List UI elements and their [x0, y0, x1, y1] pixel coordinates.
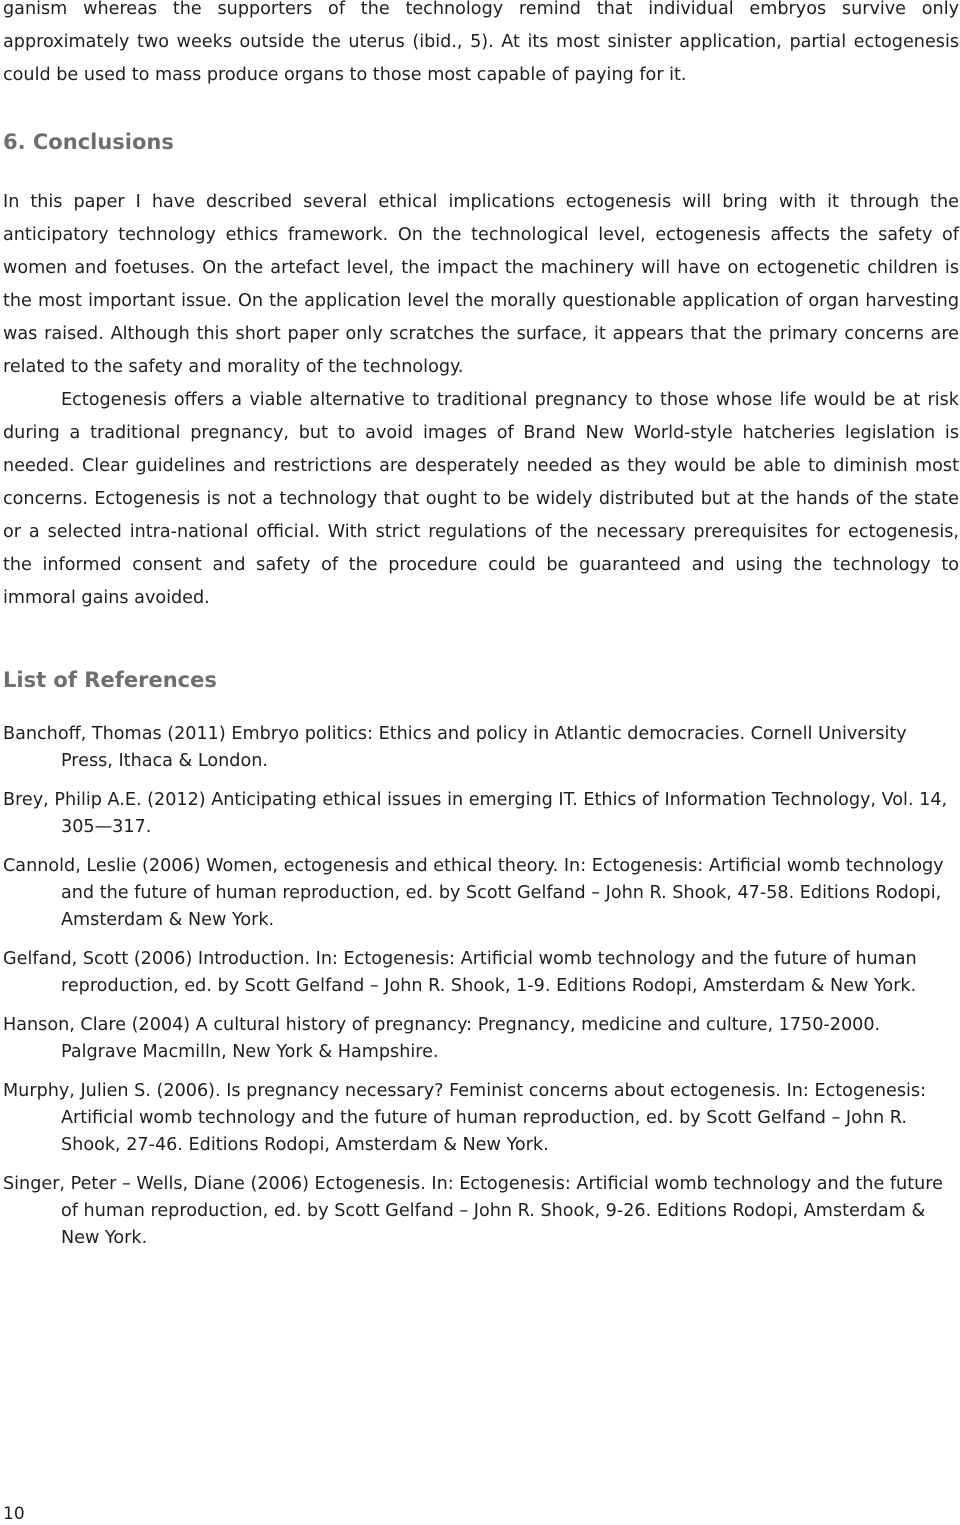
- reference-item: Cannold, Leslie (2006) Women, ectogenesis and ethical theory. In: Ectogenesis: Artificial womb technology and the future of human reproduction, ed. by Scott Gelfand – John R. Shook, 47-58. Editions Rodopi, Amsterdam & New York.: [3, 856, 944, 930]
- reference-item: Brey, Philip A.E. (2012) Anticipating ethical issues in emerging IT. Ethics of Information Technology, Vol. 14, 305—317.: [3, 790, 948, 837]
- reference-item: Murphy, Julien S. (2006). Is pregnancy necessary? Feminist concerns about ectogenesis. In: Ectogenesis: Artificial womb technology and the future of human reproduction, ed. by Scott Gelfand – John R. Shook, 27-46. Editions Rodopi, Amsterdam & New York.: [3, 1081, 927, 1155]
- conclusions-heading: 6. Conclusions: [3, 130, 174, 154]
- document-page: [3, 0, 959, 1264]
- intro-paragraph: ganism whereas the supporters of the technology remind that individual embryos survive only approximately two weeks outside the uterus (ibid., 5). At its most sinister application, partial ectogenesis could be used to mass produce organs to those most capable of paying for it.: [3, 0, 959, 85]
- reference-item: Singer, Peter – Wells, Diane (2006) Ectogenesis. In: Ectogenesis: Artificial womb technology and the future of human reproduction, ed. by Scott Gelfand – John R. Shook, 9-26. Editions Rodopi, Amsterdam & New York.: [3, 1174, 943, 1248]
- references-heading: List of References: [3, 668, 217, 692]
- reference-item: Hanson, Clare (2004) A cultural history of pregnancy: Pregnancy, medicine and culture, 1750-2000. Palgrave Macmilln, New York & Hampshire.: [3, 1015, 881, 1062]
- reference-list: [3, 721, 959, 1252]
- reference-item: Gelfand, Scott (2006) Introduction. In: Ectogenesis: Artificial womb technology and the future of human reproduction, ed. by Scott Gelfand – John R. Shook, 1-9. Editions Rodopi, Amsterdam & New York.: [3, 949, 917, 996]
- conclusions-paragraph-1: In this paper I have described several ethical implications ectogenesis will bring with it through the anticipatory technology ethics framework. On the technological level, ectogenesis affects the safety of women and foetuses. On the artefact level, the impact the machinery will have on ectogenetic children is the most important issue. On the application level the morally questionable application of organ harvesting was raised. Although this short paper only scratches the surface, it appears that the primary concerns are related to the safety and morality of the technology.: [3, 192, 959, 377]
- conclusions-paragraph-2: Ectogenesis offers a viable alternative to traditional pregnancy to those whose life would be at risk during a traditional pregnancy, but to avoid images of Brand New World-style hatcheries legislation is needed. Clear guidelines and restrictions are desperately needed as they would be able to diminish most concerns. Ectogenesis is not a technology that ought to be widely distributed but at the hands of the state or a selected intra-national official. With strict regulations of the necessary prerequisites for ectogenesis, the informed consent and safety of the procedure could be guaranteed and using the technology to immoral gains avoided.: [3, 390, 959, 608]
- page-number: 10: [3, 1504, 25, 1524]
- reference-item: Banchoff, Thomas (2011) Embryo politics: Ethics and policy in Atlantic democracies. Cornell University Press, Ithaca & London.: [3, 724, 907, 771]
